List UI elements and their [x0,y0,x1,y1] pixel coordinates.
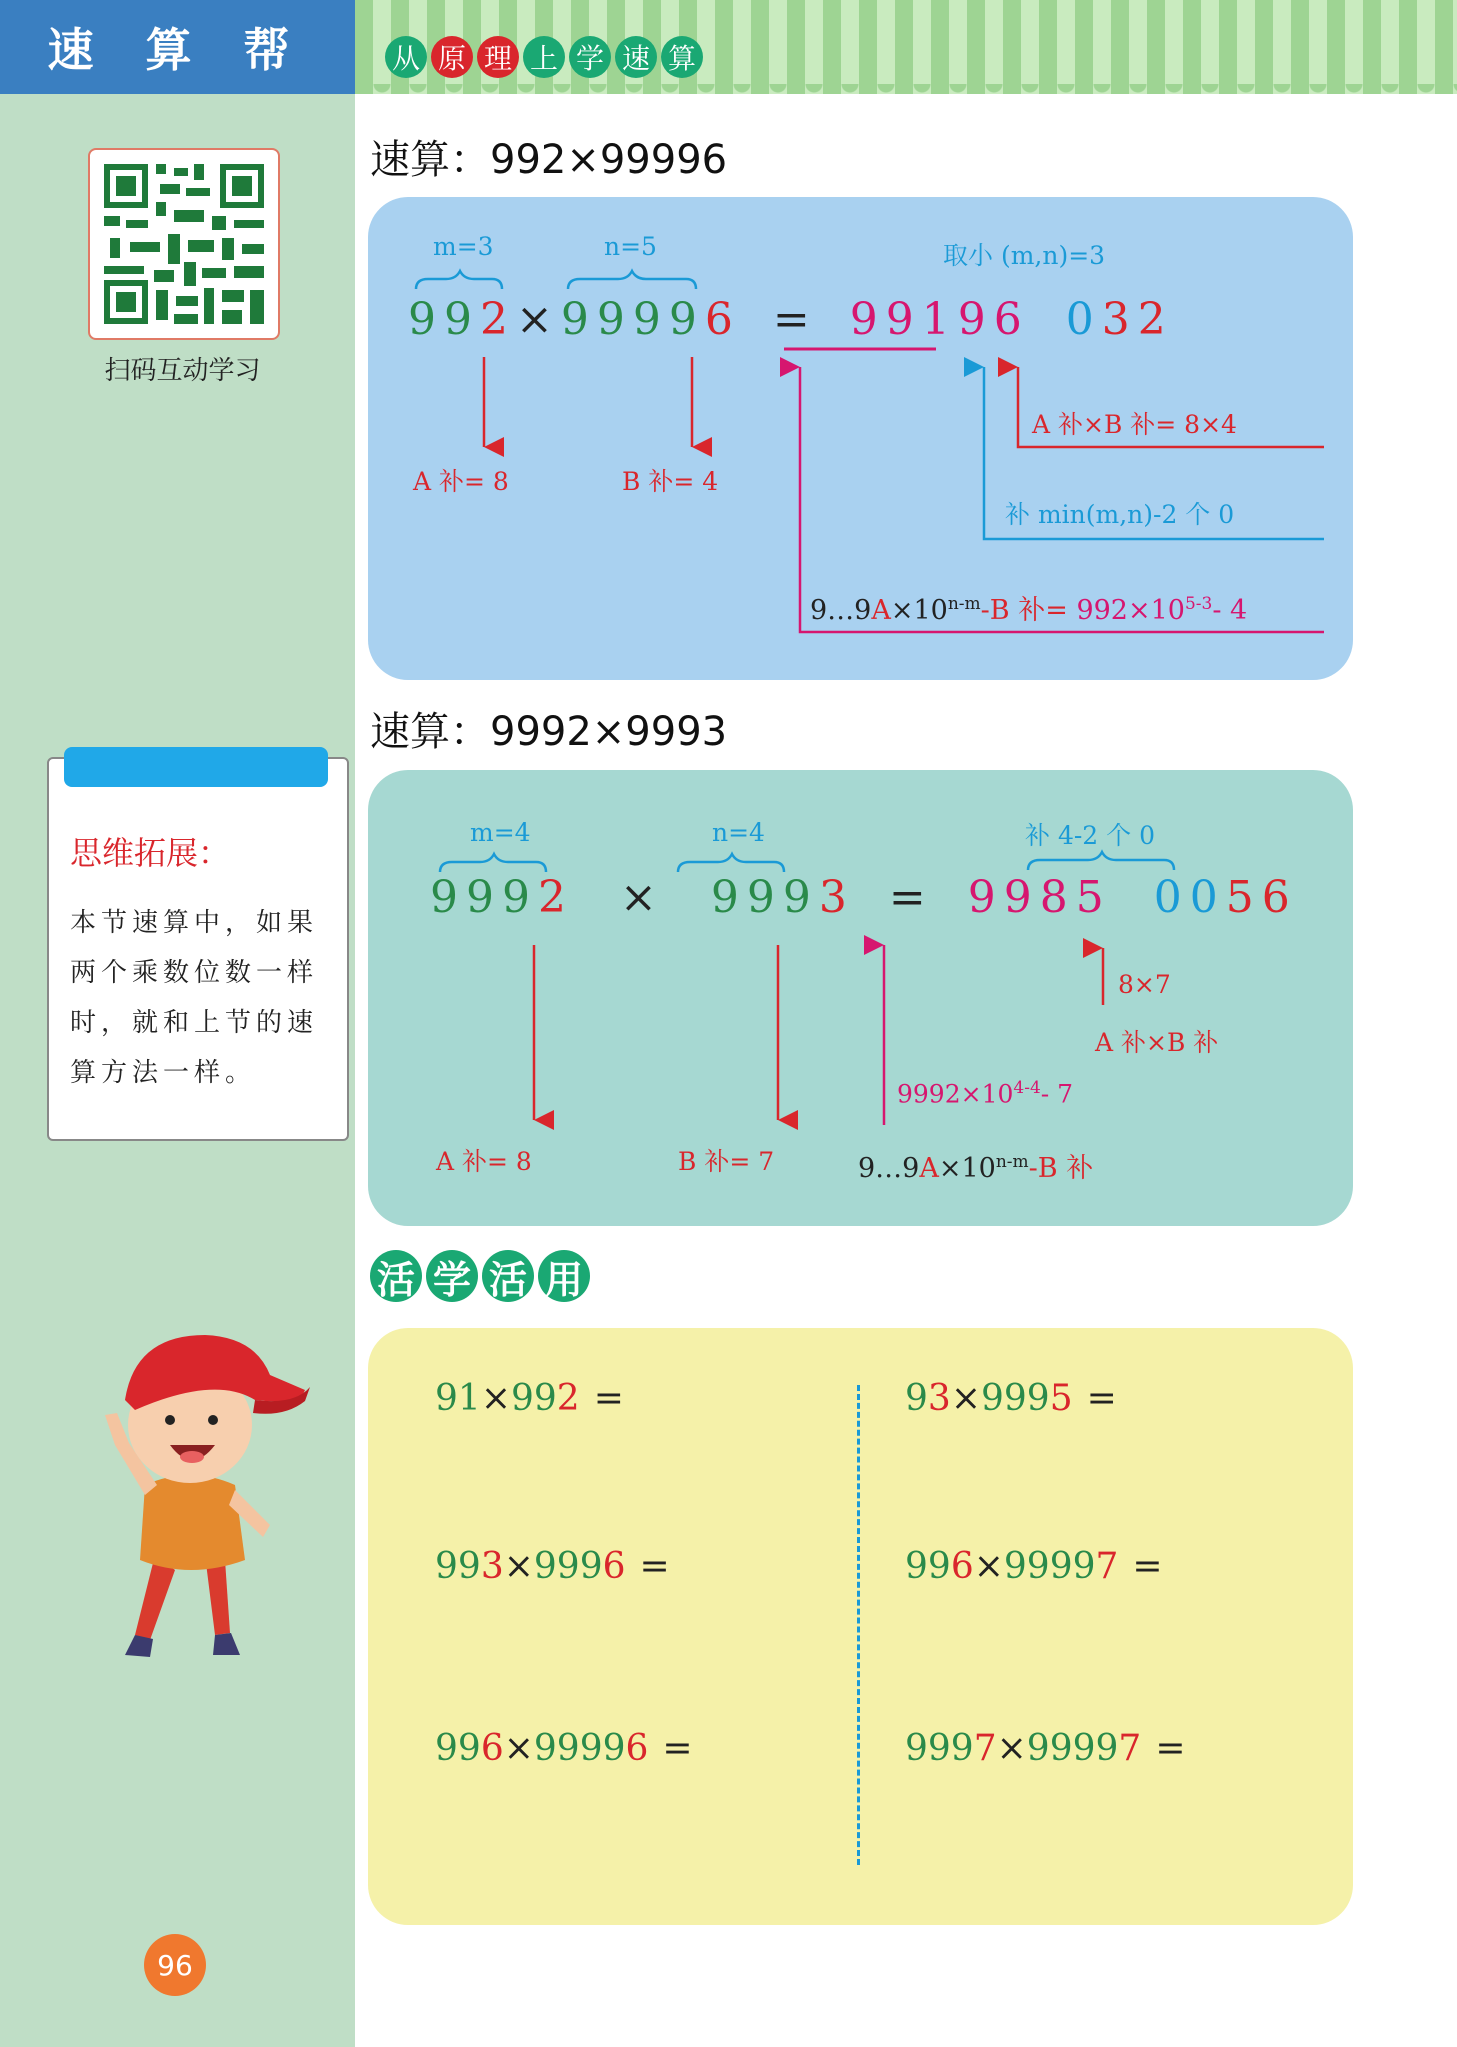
brand-title: 速 算 帮 [0,0,355,94]
ex1-a-comp: A 补= 8 [413,467,509,496]
exercise-g1: 99 [435,1546,481,1587]
ex1-b-comp: B 补= 4 [622,467,719,496]
exercise-g1: 999 [905,1728,974,1769]
exercise-r2: 5 [1049,1378,1073,1419]
practice-title [370,1250,610,1306]
subtitle-char: 理 [477,36,519,78]
exercise-g1: 9 [905,1378,928,1419]
subtitle-char: 上 [523,36,565,78]
ex2-a-green: 999 [430,872,538,923]
page-number: 96 [144,1934,206,1996]
ex2-formula-a: A [919,1153,939,1184]
ex2-times: × [619,872,665,923]
example1-heading: 速算：992×99996 [370,137,728,183]
thinking-body: 本节速算中，如果两个乘数位数一样时，就和上节的速算方法一样。 [70,908,319,1088]
ex2-result-left: 9985 [967,872,1112,923]
exercise-mid: × [503,1728,534,1769]
ex2-b-red: 3 [818,872,855,923]
exercise-item [905,1728,1186,1769]
thinking-title: 思维拓展： [70,834,231,872]
exercise-eq: = [593,1378,624,1419]
ex1-formula-val: 992×10 [1076,595,1185,626]
practice-title-char: 学 [426,1250,478,1302]
ex2-formula-exp: n-m [995,1152,1029,1172]
ex1-a-red: 2 [480,294,516,345]
subtitle-char: 算 [661,36,703,78]
practice-divider [857,1385,860,1865]
exercise-r2: 2 [556,1378,580,1419]
exercise-r2: 6 [602,1546,626,1587]
ex2-product-note: A 补×B 补 [1095,1028,1219,1057]
exercise-g2: 9999 [533,1728,626,1769]
ex1-eq: = [772,294,818,345]
ex1-formula-tail: - 4 [1212,595,1248,626]
ex2-equation [430,872,1298,923]
ex1-n-label: n=5 [604,232,657,261]
subtitle-char: 从 [385,36,427,78]
ex2-eq: = [888,872,934,923]
exercise-eq: = [1132,1546,1163,1587]
ex1-result-zero: 0 [1065,294,1102,345]
practice-title-char: 活 [482,1250,534,1302]
ex1-m-label: m=3 [433,232,494,261]
ex2-result-zeros: 00 [1153,872,1226,923]
exercise-g2: 99 [510,1378,557,1419]
exercise-r1: 7 [973,1728,997,1769]
boy-mascot-icon [95,1305,325,1665]
example2-heading: 速算：9992×9993 [370,709,728,755]
ex1-formula-minus: -B 补= [980,595,1068,626]
qr-code[interactable] [88,148,280,340]
ex2-b-green: 999 [710,872,819,923]
exercise-r1: 6 [480,1728,504,1769]
ex1-product-note: A 补×B 补= 8×4 [1032,410,1237,439]
ex2-m-label: m=4 [470,818,531,847]
chapter-subtitle [385,0,745,94]
ex1-formula-a: A [871,595,891,626]
ex1-b-green: 9999 [560,294,705,345]
exercise-r2: 7 [1118,1728,1142,1769]
exercise-eq: = [1155,1728,1186,1769]
ex1-formula-val-exp: 5-3 [1184,594,1213,614]
ex1-formula [810,588,1247,627]
exercise-g2: 999 [980,1378,1050,1419]
exercise-g1: 99 [435,1728,481,1769]
exercise-eq: = [1086,1378,1117,1419]
subtitle-char: 学 [569,36,611,78]
exercise-r1: 3 [480,1546,504,1587]
ex1-zero-note: 补 min(m,n)-2 个 0 [1005,500,1235,529]
exercise-mid: × [996,1728,1027,1769]
exercise-r1: 6 [950,1546,974,1587]
ex1-result-product: 32 [1101,294,1174,345]
exercise-g1: 91 [435,1378,481,1419]
exercise-eq: = [639,1546,670,1587]
ex2-zero-label: 补 4-2 个 0 [1025,821,1156,850]
ex2-formula-pow: ×10 [938,1153,996,1184]
exercise-item [905,1378,1117,1419]
ex1-formula-exp: n-m [947,594,981,614]
ex2-a-red: 2 [537,872,574,923]
ex1-equation [408,294,1174,345]
ex2-formula-nines: 9…9 [858,1153,920,1184]
qr-code-icon [90,150,278,338]
exercise-r1: 3 [927,1378,951,1419]
ex2-n-label: n=4 [712,818,765,847]
exercise-g2: 999 [533,1546,603,1587]
practice-title-char: 活 [370,1250,422,1302]
subtitle-char: 速 [615,36,657,78]
ex2-mid-tail: - 7 [1040,1079,1074,1109]
ex2-mid-formula [897,1078,1073,1108]
ex2-mid-exp: 4-4 [1013,1078,1041,1098]
exercise-mid: × [973,1546,1004,1587]
ex2-formula-tail: -B 补 [1028,1153,1094,1184]
ex1-times: × [516,294,561,345]
ex1-formula-pow: ×10 [890,595,948,626]
exercise-r2: 6 [625,1728,649,1769]
ex1-formula-nines: 9…9 [810,595,872,626]
exercise-item [435,1728,693,1769]
exercise-r2: 7 [1095,1546,1119,1587]
ex1-min-label: 取小 (m,n)=3 [943,241,1106,270]
exercise-eq: = [662,1728,693,1769]
ex1-a-green: 99 [408,294,480,345]
exercise-g1: 99 [905,1546,951,1587]
subtitle-char: 原 [431,36,473,78]
exercise-g2: 9999 [1026,1728,1119,1769]
exercise-mid: × [503,1546,534,1587]
exercise-mid: × [480,1378,511,1419]
ex2-a-comp: A 补= 8 [436,1147,532,1176]
exercise-item [435,1546,670,1587]
practice-title-char: 用 [538,1250,590,1302]
ex2-formula [858,1146,1093,1185]
ex1-result-left: 99196 [849,294,1030,345]
exercise-item [435,1378,624,1419]
exercise-item [905,1546,1163,1587]
ex1-b-red: 6 [704,294,741,345]
exercise-mid: × [950,1378,981,1419]
ex2-b-comp: B 补= 7 [678,1147,775,1176]
ex2-mid-val: 9992×10 [897,1079,1014,1109]
ex2-product-value: 8×7 [1118,970,1171,999]
qr-label: 扫码互动学习 [104,356,261,386]
thinking-box-tab [64,747,328,787]
exercise-g2: 9999 [1003,1546,1096,1587]
ex2-result-product: 56 [1225,872,1298,923]
